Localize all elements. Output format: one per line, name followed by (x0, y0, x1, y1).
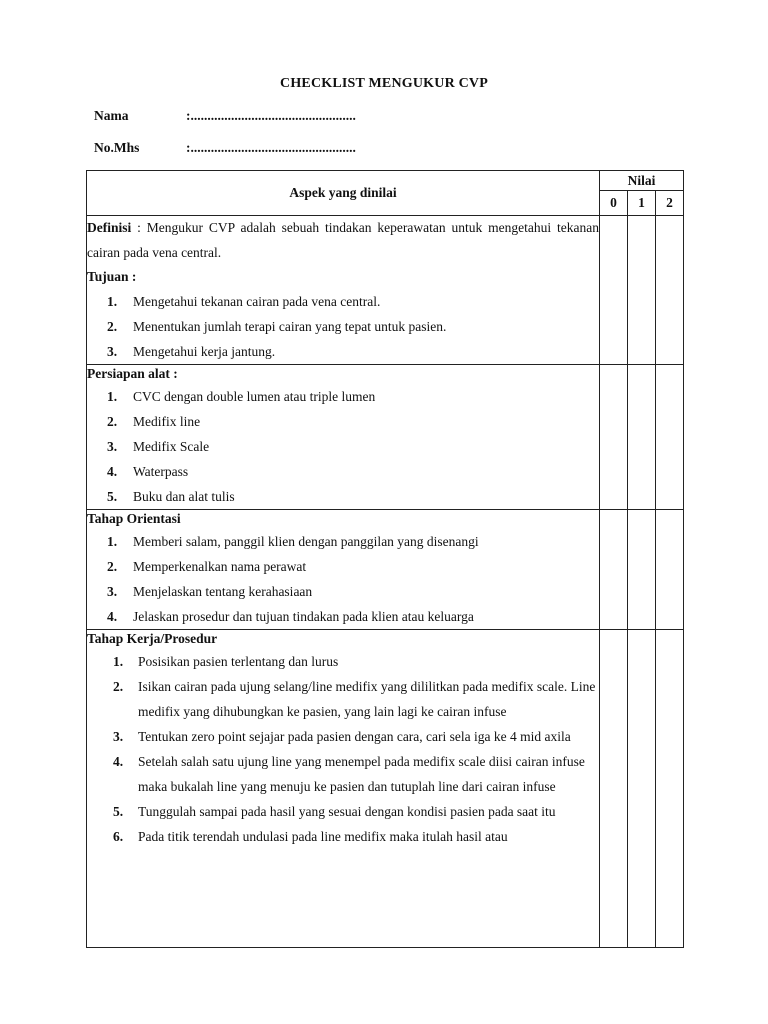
score-cell (656, 510, 684, 630)
score-1-header: 1 (628, 191, 656, 216)
document-title: CHECKLIST MENGUKUR CVP (280, 76, 488, 91)
list-item (87, 799, 599, 824)
item-text: Tunggulah sampai pada hasil yang sesuai dengan kondisi pasien pada saat itu (138, 804, 556, 819)
table-row (87, 216, 684, 365)
score-cell (628, 216, 656, 365)
table-header-row (87, 171, 684, 191)
item-text: Medifix line (133, 414, 201, 429)
score-cell (600, 216, 628, 365)
item-number: 2. (107, 414, 118, 429)
list-item (87, 459, 599, 484)
definisi-section (87, 216, 600, 365)
score-cell (628, 365, 656, 510)
list-item (87, 749, 599, 799)
item-text: Pada titik terendah undulasi pada line medifix maka itulah hasil atau (138, 829, 508, 844)
score-cell (600, 510, 628, 630)
item-number: 4. (113, 754, 124, 769)
item-number: 1. (107, 534, 118, 549)
item-text: Memberi salam, panggil klien dengan panggilan yang disenangi (133, 534, 479, 549)
nama-field (94, 108, 356, 124)
score-header: Nilai (600, 171, 684, 191)
nomhs-value: :................................................. (186, 140, 356, 155)
score-cell (600, 365, 628, 510)
list-item (87, 384, 599, 409)
item-number: 2. (107, 319, 118, 334)
item-number: 1. (107, 294, 118, 309)
item-text: Jelaskan prosedur dan tujuan tindakan pada klien atau keluarga (133, 609, 474, 624)
nomhs-label: No.Mhs (94, 140, 140, 155)
list-item (87, 314, 599, 339)
score-cell (656, 630, 684, 948)
item-text: Isikan cairan pada ujung selang/line medifix yang dililitkan pada medifix scale. Line medifix yang dihubungkan ke pasien, yang lain lagi ke cairan infuse (138, 679, 596, 719)
kerja-title: Tahap Kerja/Prosedur (87, 631, 218, 646)
checklist-table (86, 170, 684, 948)
item-text: Memperkenalkan nama perawat (133, 559, 307, 574)
item-number: 3. (107, 439, 118, 454)
aspect-header: Aspek yang dinilai (87, 171, 600, 216)
item-text: Mengetahui kerja jantung. (133, 344, 276, 359)
item-text: Medifix Scale (133, 439, 210, 454)
list-item (87, 289, 599, 314)
score-cell (656, 365, 684, 510)
list-item (87, 554, 599, 579)
list-item (87, 604, 599, 629)
list-item (87, 409, 599, 434)
list-item (87, 529, 599, 554)
nama-value: :................................................. (186, 108, 356, 123)
list-item (87, 434, 599, 459)
item-number: 4. (107, 609, 118, 624)
persiapan-section (87, 365, 600, 510)
item-text: CVC dengan double lumen atau triple lumen (133, 389, 376, 404)
table-row (87, 630, 684, 948)
item-text: Setelah salah satu ujung line yang menempel pada medifix scale diisi cairan infuse maka bukalah line yang menuju ke pasien dan tutuplah line dari cairan infuse (138, 754, 585, 794)
item-text: Mengetahui tekanan cairan pada vena central. (133, 294, 381, 309)
kerja-list (87, 649, 599, 849)
score-cell (628, 510, 656, 630)
definisi-text: : Mengukur CVP adalah sebuah tindakan keperawatan untuk mengetahui tekanan cairan pada vena central. (87, 220, 599, 260)
persiapan-title: Persiapan alat : (87, 366, 178, 381)
list-item (87, 724, 599, 749)
tujuan-title: Tujuan : (87, 269, 137, 284)
table-row (87, 510, 684, 630)
definisi-label: Definisi (87, 220, 132, 235)
item-text: Buku dan alat tulis (133, 489, 235, 504)
item-number: 3. (107, 344, 118, 359)
nama-label: Nama (94, 108, 129, 123)
item-number: 4. (107, 464, 118, 479)
table-row (87, 365, 684, 510)
score-cell (656, 216, 684, 365)
orientasi-title: Tahap Orientasi (87, 511, 181, 526)
list-item (87, 579, 599, 604)
item-number: 2. (113, 679, 124, 694)
item-number: 2. (107, 559, 118, 574)
list-item (87, 649, 599, 674)
item-number: 3. (107, 584, 118, 599)
list-item (87, 824, 599, 849)
persiapan-list (87, 384, 599, 509)
item-text: Menjelaskan tentang kerahasiaan (133, 584, 313, 599)
item-number: 1. (113, 654, 124, 669)
definisi-paragraph (87, 216, 599, 266)
item-number: 1. (107, 389, 118, 404)
item-number: 5. (107, 489, 118, 504)
list-item (87, 484, 599, 509)
kerja-section (87, 630, 600, 948)
item-text: Waterpass (133, 464, 189, 479)
score-2-header: 2 (656, 191, 684, 216)
score-0-header: 0 (600, 191, 628, 216)
item-text: Posisikan pasien terlentang dan lurus (138, 654, 339, 669)
item-text: Tentukan zero point sejajar pada pasien dengan cara, cari sela iga ke 4 mid axila (138, 729, 571, 744)
tujuan-list (87, 289, 599, 364)
list-item (87, 674, 599, 724)
orientasi-list (87, 529, 599, 629)
item-text: Menentukan jumlah terapi cairan yang tepat untuk pasien. (133, 319, 447, 334)
score-cell (628, 630, 656, 948)
item-number: 5. (113, 804, 124, 819)
orientasi-section (87, 510, 600, 630)
item-number: 6. (113, 829, 124, 844)
nomhs-field (94, 140, 356, 156)
item-number: 3. (113, 729, 124, 744)
list-item (87, 339, 599, 364)
score-cell (600, 630, 628, 948)
